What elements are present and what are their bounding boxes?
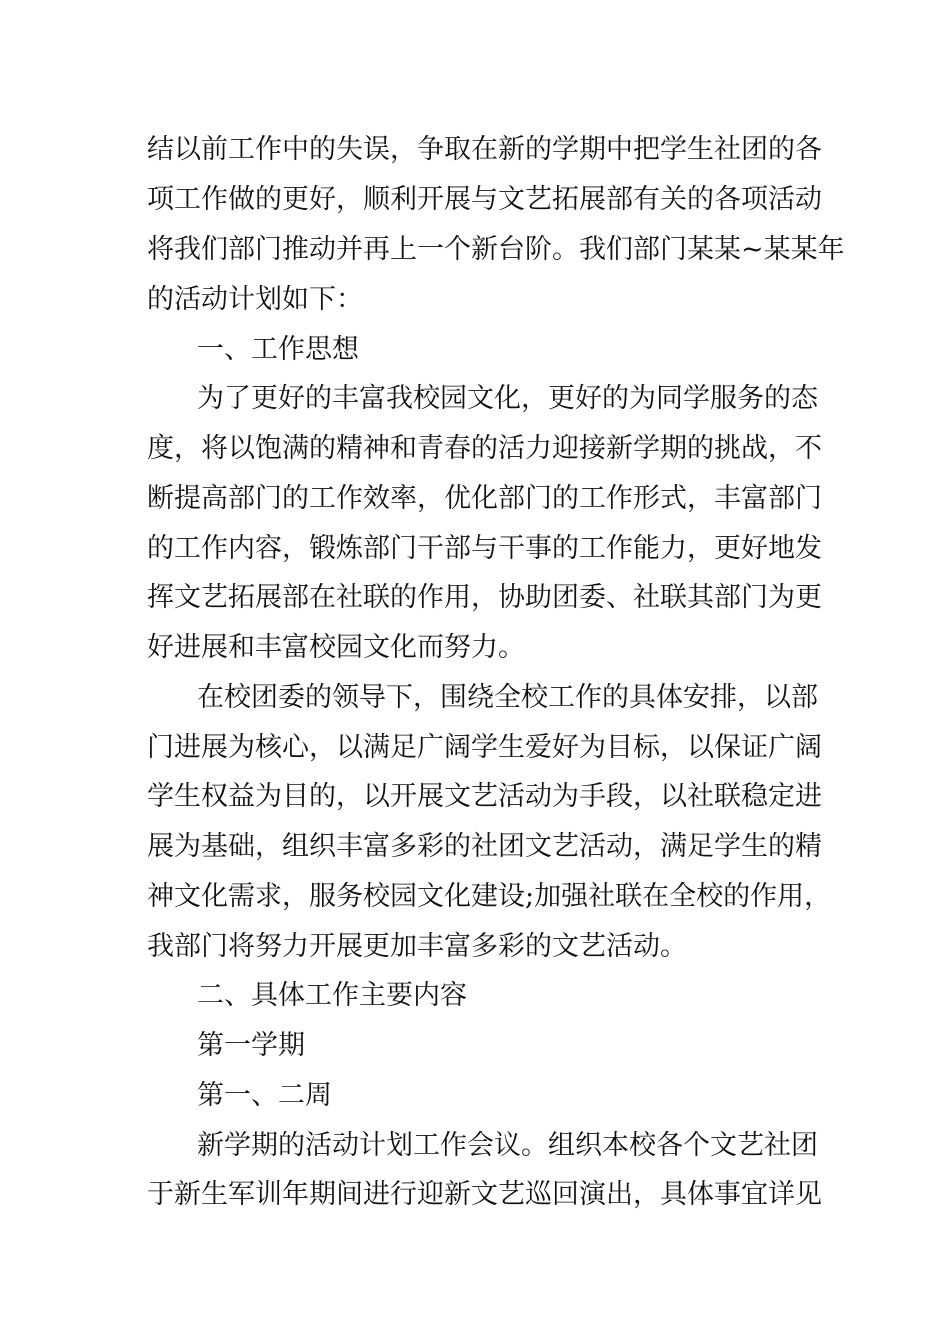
paragraph-line: 将我们部门推动并再上一个新台阶。我们部门某某~某某年 [147,234,845,265]
section-heading: 一、工作思想 [197,334,359,365]
paragraph-line: 度，将以饱满的精神和青春的活力迎接新学期的挑战，不 [147,433,822,464]
paragraph-line: 新学期的活动计划工作会议。组织本校各个文艺社团 [197,1130,818,1161]
subheading: 第一、二周 [197,1080,332,1111]
paragraph-line: 于新生军训年期间进行迎新文艺巡回演出，具体事宜详见 [147,1179,822,1210]
paragraph-line: 结以前工作中的失误，争取在新的学期中把学生社团的各 [147,134,822,165]
paragraph-line: 学生权益为目的，以开展文艺活动为手段，以社联稳定进 [147,781,822,812]
paragraph-line: 为了更好的丰富我校园文化，更好的为同学服务的态 [197,383,818,414]
paragraph-line: 我部门将努力开展更加丰富多彩的文艺活动。 [147,931,687,962]
paragraph-line: 好进展和丰富校园文化而努力。 [147,632,525,663]
section-heading: 二、具体工作主要内容 [197,980,467,1011]
paragraph-line: 断提高部门的工作效率，优化部门的工作形式，丰富部门 [147,483,822,514]
paragraph-line: 门进展为核心，以满足广阔学生爱好为目标，以保证广阔 [147,732,822,763]
paragraph-line: 挥文艺拓展部在社联的作用，协助团委、社联其部门为更 [147,582,822,613]
paragraph-line: 展为基础，组织丰富多彩的社团文艺活动，满足学生的精 [147,831,822,862]
paragraph-line: 的活动计划如下： [147,284,363,315]
paragraph-line: 项工作做的更好，顺利开展与文艺拓展部有关的各项活动 [147,184,822,215]
paragraph-line: 的工作内容，锻炼部门干部与干事的工作能力，更好地发 [147,533,822,564]
paragraph-line: 神文化需求，服务校园文化建设;加强社联在全校的作用， [147,881,832,912]
subheading: 第一学期 [197,1030,305,1061]
paragraph-line: 在校团委的领导下，围绕全校工作的具体安排，以部 [197,682,818,713]
